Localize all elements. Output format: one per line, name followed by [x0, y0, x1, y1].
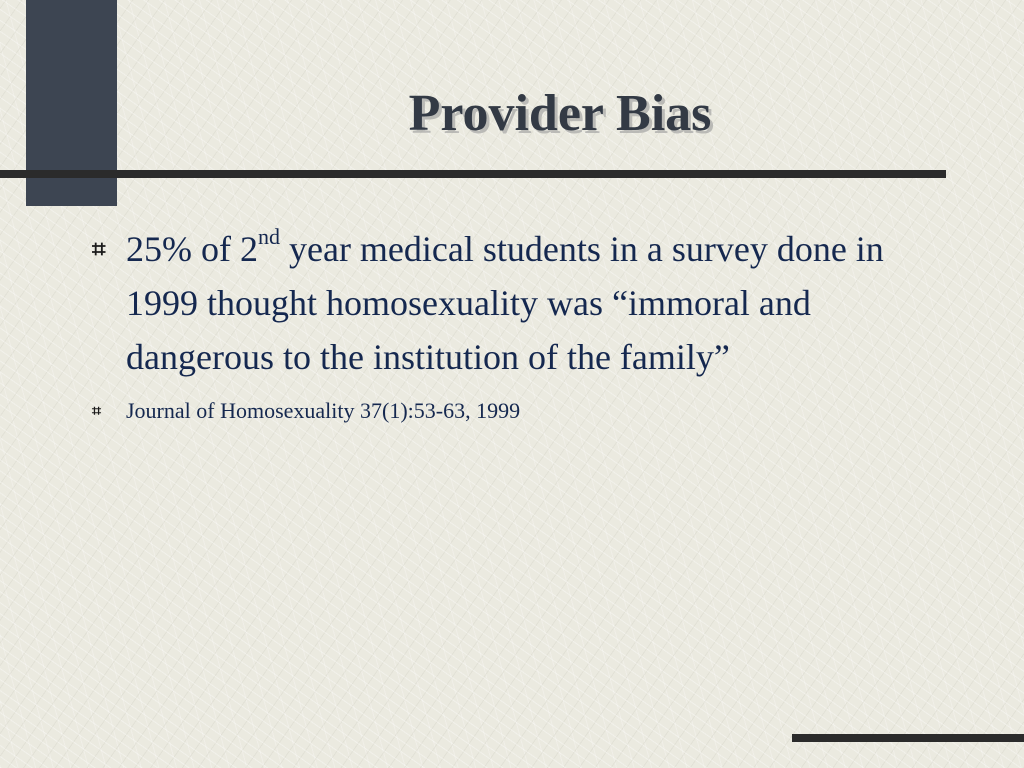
- bullet-item-reference: [92, 396, 952, 426]
- bullet-list: [92, 222, 952, 426]
- title-rule: [0, 170, 946, 178]
- hash-bullet-icon: ⌗: [92, 401, 102, 420]
- bullet-item-main: [92, 222, 952, 384]
- ordinal-superscript: nd: [257, 224, 280, 249]
- reference-citation: Journal of Homosexuality 37(1):53-63, 1999: [126, 398, 521, 423]
- bullet-text-before: 25% of 2: [126, 229, 258, 269]
- hash-bullet-icon: ⌗: [92, 235, 106, 263]
- slide-title: Provider Bias: [408, 85, 712, 142]
- bottom-rule: [792, 734, 1024, 742]
- bullet-text-after: year medical students in a survey done in 1999 thought homosexuality was “immoral and dangerous to the institution of the family”: [126, 229, 884, 377]
